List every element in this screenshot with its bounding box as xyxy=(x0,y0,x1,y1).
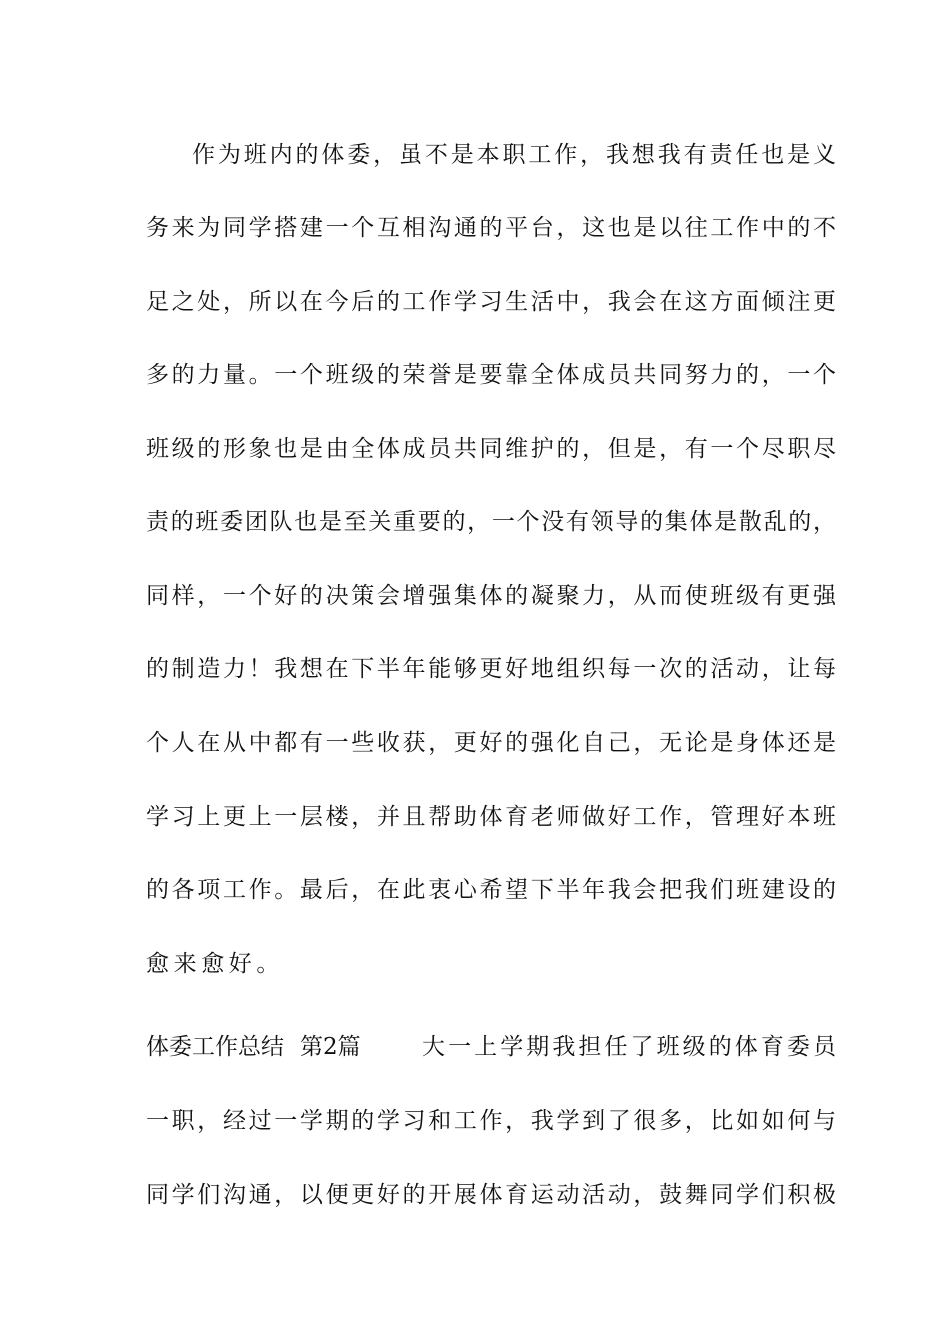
paragraph-line: 的各项工作。最后，在此衷心希望下半年我会把我们班建设的 xyxy=(146,877,836,903)
paragraph-line: 一职，经过一学期的学习和工作，我学到了很多，比如如何与 xyxy=(146,1108,836,1134)
section-number: 第2篇 xyxy=(300,1034,361,1060)
paragraph-line: 同样，一个好的决策会增强集体的凝聚力，从而使班级有更强 xyxy=(146,583,836,609)
paragraph-line: 责的班委团队也是至关重要的，一个没有领导的集体是散乱的， xyxy=(146,509,836,535)
paragraph-line: 作为班内的体委，虽不是本职工作，我想我有责任也是义 xyxy=(192,142,836,168)
paragraph-line: 的制造力！我想在下半年能够更好地组织每一次的活动，让每 xyxy=(146,656,836,682)
paragraph-line: 学习上更上一层楼，并且帮助体育老师做好工作，管理好本班 xyxy=(146,804,836,830)
paragraph-line: 同学们沟通，以便更好的开展体育运动活动，鼓舞同学们积极 xyxy=(146,1182,836,1208)
paragraph-line: 个人在从中都有一些收获，更好的强化自己，无论是身体还是 xyxy=(146,730,836,756)
section-first-line: 大一上学期我担任了班级的体育委员 xyxy=(422,1034,836,1060)
paragraph-line: 足之处，所以在今后的工作学习生活中，我会在这方面倾注更 xyxy=(146,289,836,315)
paragraph-line: 班级的形象也是由全体成员共同维护的，但是，有一个尽职尽 xyxy=(146,436,836,462)
section-title: 体委工作总结 xyxy=(146,1034,284,1060)
paragraph-line: 多的力量。一个班级的荣誉是要靠全体成员共同努力的，一个 xyxy=(146,362,836,388)
paragraph-line: 务来为同学搭建一个互相沟通的平台，这也是以往工作中的不 xyxy=(146,215,836,241)
paragraph-line: 愈来愈好。 xyxy=(146,951,284,977)
section-heading-row xyxy=(146,1030,836,1064)
